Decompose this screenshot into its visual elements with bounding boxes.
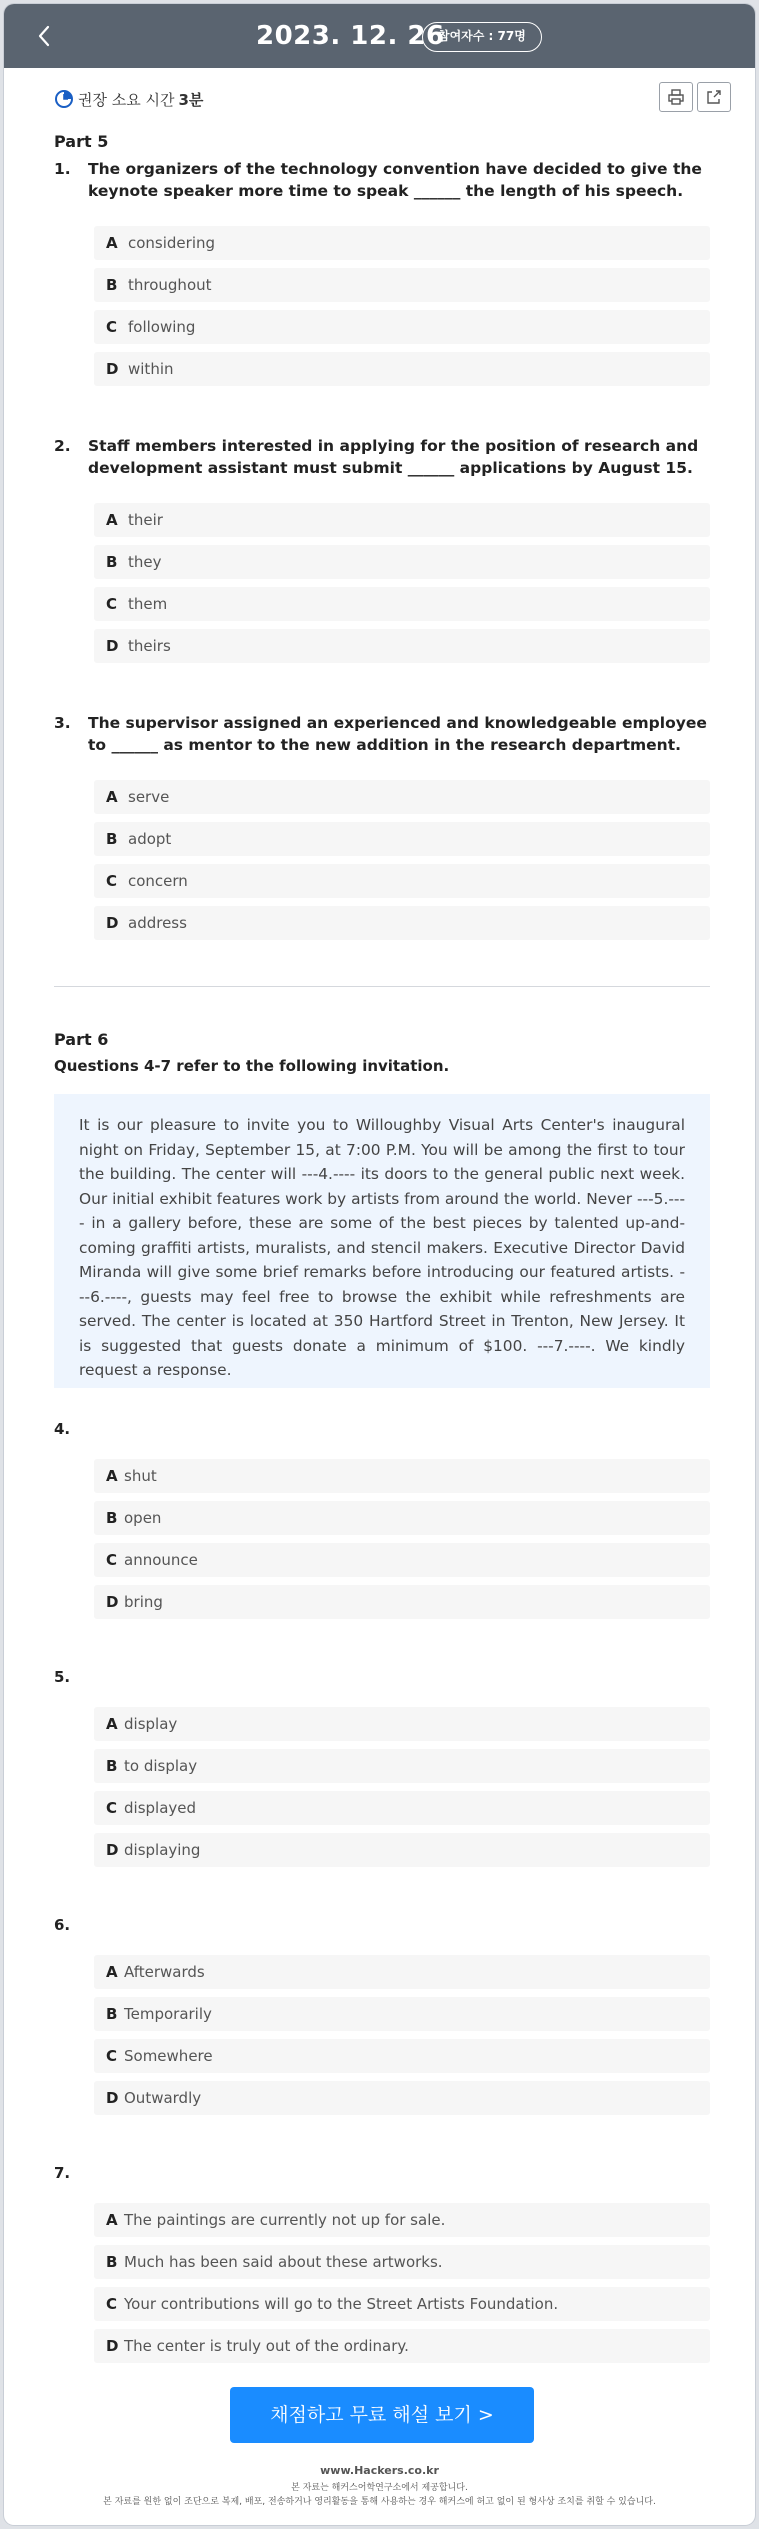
q4-option-b[interactable]	[94, 1501, 710, 1535]
q7-option-d[interactable]	[94, 2329, 710, 2363]
option-text: Somewhere	[124, 2047, 213, 2065]
option-text: The paintings are currently not up for sale.	[124, 2211, 446, 2229]
option-letter: B	[106, 2005, 118, 2023]
option-text: adopt	[128, 830, 172, 848]
option-text: bring	[124, 1593, 163, 1611]
q2-option-d[interactable]	[94, 629, 710, 663]
q4-option-c[interactable]	[94, 1543, 710, 1577]
grade-and-view-solutions-button[interactable]: 채점하고 무료 해설 보기 >	[230, 2387, 534, 2443]
option-text: Outwardly	[124, 2089, 202, 2107]
question-4-number: 4.	[54, 1420, 71, 1438]
back-button[interactable]	[30, 22, 58, 50]
option-letter: D	[106, 360, 119, 378]
clock-icon	[54, 89, 74, 109]
q7-option-c[interactable]	[94, 2287, 710, 2321]
q3-option-b[interactable]	[94, 822, 710, 856]
option-text: address	[128, 914, 187, 932]
q4-option-a[interactable]	[94, 1459, 710, 1493]
option-text: displayed	[124, 1799, 197, 1817]
option-text: they	[128, 553, 162, 571]
q1-option-d[interactable]	[94, 352, 710, 386]
option-text: following	[128, 318, 196, 336]
option-text: within	[128, 360, 174, 378]
app-frame	[4, 4, 755, 2525]
option-text: announce	[124, 1551, 198, 1569]
option-letter: D	[106, 2089, 119, 2107]
question-stem: The organizers of the technology convention have decided to give the keynote speaker more time to speak ______ the length of his speech.	[88, 160, 702, 200]
option-text: considering	[128, 234, 216, 252]
question-number: 1.	[54, 160, 71, 178]
q1-option-a[interactable]	[94, 226, 710, 260]
option-letter: A	[106, 511, 118, 529]
time-value: 3분	[178, 90, 204, 109]
option-letter: D	[106, 2337, 119, 2355]
option-letter: A	[106, 2211, 118, 2229]
question-7-number: 7.	[54, 2164, 71, 2182]
share-icon	[705, 88, 723, 106]
option-letter: D	[106, 637, 119, 655]
option-text: displaying	[124, 1841, 201, 1859]
q5-option-a[interactable]	[94, 1707, 710, 1741]
option-letter: B	[106, 276, 118, 294]
footer-notice: 본 자료는 해커스어학연구소에서 제공합니다.	[291, 2483, 468, 2493]
option-letter: C	[106, 2295, 118, 2313]
q6-option-d[interactable]	[94, 2081, 710, 2115]
q5-option-b[interactable]	[94, 1749, 710, 1783]
q5-option-c[interactable]	[94, 1791, 710, 1825]
q2-option-b[interactable]	[94, 545, 710, 579]
q6-option-b[interactable]	[94, 1997, 710, 2031]
footer-site: www.Hackers.co.kr	[320, 2464, 439, 2477]
participants-badge: 참여자수 : 77명	[422, 22, 542, 52]
option-letter: D	[106, 1593, 119, 1611]
option-letter: B	[106, 1757, 118, 1775]
recommended-time	[54, 88, 203, 110]
option-letter: A	[106, 1467, 118, 1485]
option-letter: A	[106, 1715, 118, 1733]
q1-option-c[interactable]	[94, 310, 710, 344]
question-stem: Staff members interested in applying for the position of research and development assistant must submit ______ applications by August 15.	[88, 437, 699, 477]
q2-option-c[interactable]	[94, 587, 710, 621]
question-number: 3.	[54, 714, 71, 732]
option-text: open	[124, 1509, 162, 1527]
option-text: Much has been said about these artworks.	[124, 2253, 443, 2271]
print-icon	[667, 88, 685, 106]
option-text: serve	[128, 788, 170, 806]
q7-option-b[interactable]	[94, 2245, 710, 2279]
question-stem: The supervisor assigned an experienced and knowledgeable employee to ______ as mentor to the new addition in the research department.	[88, 714, 707, 754]
option-text: their	[128, 511, 163, 529]
q1-option-b[interactable]	[94, 268, 710, 302]
q2-option-a[interactable]	[94, 503, 710, 537]
option-text: Your contributions will go to the Street Artists Foundation.	[124, 2295, 559, 2313]
footer-copyright: 본 자료를 원한 없이 조단으로 복제, 배포, 전송하거나 영리활동을 통해 사용하는 경우 해커스에 허고 없이 된 형사상 조치를 취할 수 있습니다.	[103, 2497, 656, 2507]
q6-option-c[interactable]	[94, 2039, 710, 2073]
q3-option-c[interactable]	[94, 864, 710, 898]
option-text: Afterwards	[124, 1963, 205, 1981]
option-text: display	[124, 1715, 178, 1733]
option-letter: C	[106, 1551, 118, 1569]
q7-option-a[interactable]	[94, 2203, 710, 2237]
time-label: 권장 소요 시간	[78, 90, 175, 109]
option-text: throughout	[128, 276, 212, 294]
option-letter: B	[106, 553, 118, 571]
option-letter: B	[106, 1509, 118, 1527]
option-letter: B	[106, 2253, 118, 2271]
question-2-text	[54, 435, 710, 479]
option-letter: A	[106, 788, 118, 806]
share-button[interactable]	[697, 82, 731, 112]
option-text: concern	[128, 872, 188, 890]
question-number: 2.	[54, 437, 71, 455]
question-6-number: 6.	[54, 1916, 71, 1934]
option-letter: A	[106, 234, 118, 252]
question-1-text	[54, 158, 710, 202]
option-letter: C	[106, 318, 118, 336]
q3-option-a[interactable]	[94, 780, 710, 814]
option-text: The center is truly out of the ordinary.	[124, 2337, 409, 2355]
option-letter: B	[106, 830, 118, 848]
option-letter: C	[106, 872, 118, 890]
option-letter: D	[106, 914, 119, 932]
option-letter: C	[106, 1799, 118, 1817]
invitation-passage: It is our pleasure to invite you to Willoughby Visual Arts Center's inaugural night on Friday, September 15, at 7:00 P.M. You will be among the first to tour the building. The center will ---4.---- its doors to the general public next week. Our initial exhibit features work by artists from around the world. Never ---5.---- in a gallery before, these are some of the best pieces by talented up-and-coming graffiti artists, muralists, and stencil makers. Executive Director David Miranda will give some brief remarks before introducing our featured artists. ---6.----, guests may feel free to browse the exhibit while refreshments are served. The center is located at 350 Hartford Street in Trenton, New Jersey. It is suggested that guests donate a minimum of $100. ---7.----. We kindly request a response.	[54, 1094, 710, 1388]
option-letter: A	[106, 1963, 118, 1981]
section-divider	[54, 986, 710, 987]
option-text: them	[128, 595, 168, 613]
page-title: 2023. 12. 26	[256, 21, 445, 51]
q5-option-d[interactable]	[94, 1833, 710, 1867]
question-3-text	[54, 712, 710, 756]
option-letter: D	[106, 1841, 119, 1859]
header-bar	[4, 4, 755, 68]
option-text: shut	[124, 1467, 157, 1485]
part6-instructions: Questions 4-7 refer to the following invitation.	[54, 1057, 450, 1075]
option-letter: C	[106, 595, 118, 613]
chevron-left-icon	[37, 25, 51, 47]
question-5-number: 5.	[54, 1668, 71, 1686]
q6-option-a[interactable]	[94, 1955, 710, 1989]
print-button[interactable]	[659, 82, 693, 112]
option-text: to display	[124, 1757, 198, 1775]
part5-title: Part 5	[54, 132, 109, 151]
q3-option-d[interactable]	[94, 906, 710, 940]
option-text: theirs	[128, 637, 171, 655]
part6-title: Part 6	[54, 1030, 109, 1049]
q4-option-d[interactable]	[94, 1585, 710, 1619]
option-letter: C	[106, 2047, 118, 2065]
option-text: Temporarily	[124, 2005, 212, 2023]
